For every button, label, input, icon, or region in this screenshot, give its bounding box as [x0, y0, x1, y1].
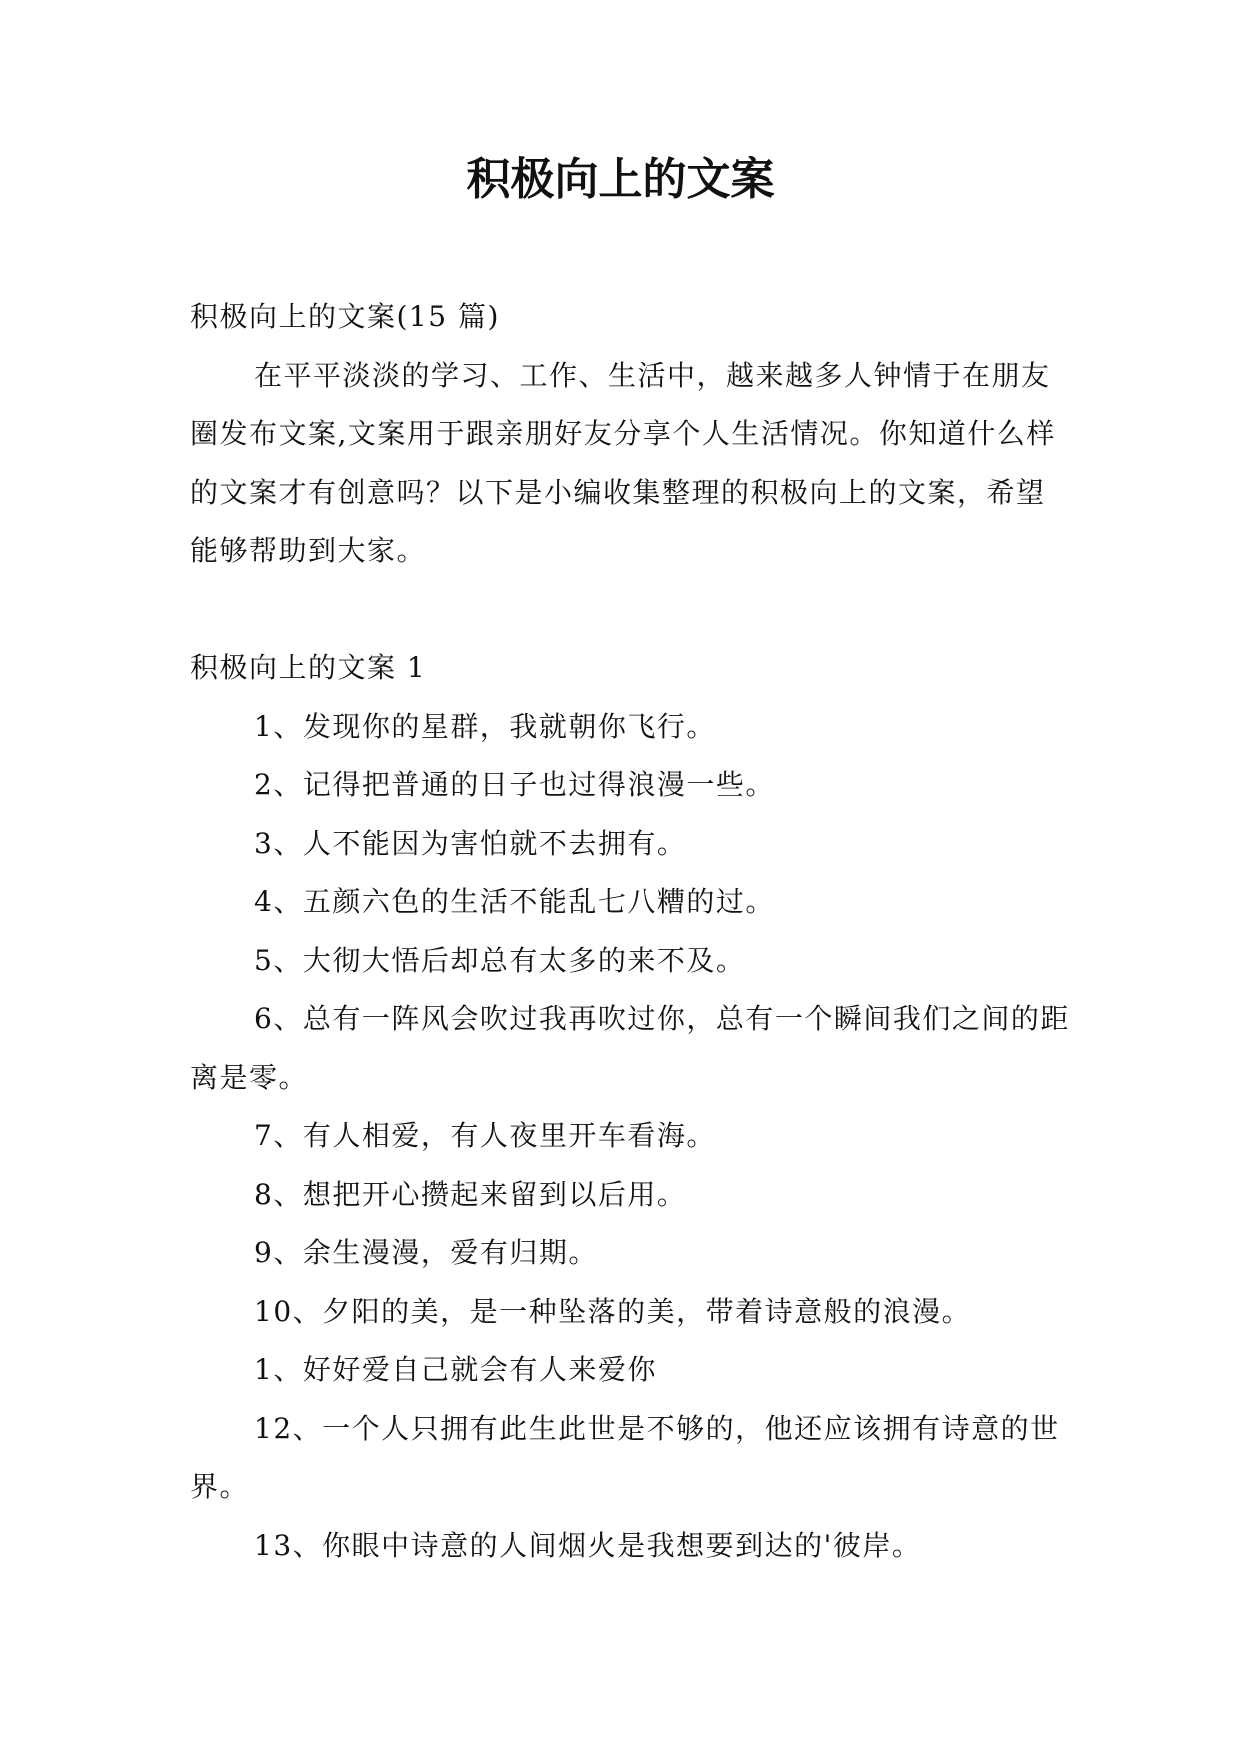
- list-item: 3、人不能因为害怕就不去拥有。: [254, 826, 687, 860]
- list-item: 2、记得把普通的日子也过得浪漫一些。: [254, 768, 775, 801]
- section-title: 积极向上的文案 1: [190, 651, 427, 684]
- list-item: 1、发现你的星群，我就朝你飞行。: [254, 709, 716, 743]
- list-item: 1、好好爱自己就会有人来爱你: [254, 1353, 657, 1386]
- list-item: 13、你眼中诗意的人间烟火是我想要到达的'彼岸。: [254, 1528, 922, 1562]
- list-item: 4、五颜六色的生活不能乱七八糟的过。: [254, 885, 775, 918]
- list-item: 6、总有一阵风会吹过我再吹过你，总有一个瞬间我们之间的距离是零。: [190, 1002, 1070, 1094]
- document-title: 积极向上的文案: [466, 154, 775, 205]
- paragraph-gap: [190, 581, 1070, 640]
- list-item: 10、夕阳的美，是一种坠落的美，带着诗意般的浪漫。: [254, 1294, 972, 1328]
- list-item: 5、大彻大悟后却总有太多的来不及。: [254, 943, 746, 977]
- list-item: 9、余生漫漫，爱有归期。: [254, 1236, 598, 1269]
- list-item: 7、有人相爱，有人夜里开车看海。: [254, 1119, 716, 1152]
- document-body: [190, 288, 1070, 1575]
- intro-paragraph: 在平平淡淡的学习、工作、生活中，越来越多人钟情于在朋友圈发布文案,文案用于跟亲朋好友分享个人生活情况。你知道什么样的文案才有创意吗？以下是小编收集整理的积极向上的文案，希望能够帮助到大家。: [190, 358, 1056, 567]
- list-item: 12、一个人只拥有此生此世是不够的，他还应该拥有诗意的世界。: [190, 1411, 1060, 1503]
- document-subtitle: 积极向上的文案(15 篇): [190, 300, 500, 333]
- list-item: 8、想把开心攒起来留到以后用。: [254, 1177, 687, 1211]
